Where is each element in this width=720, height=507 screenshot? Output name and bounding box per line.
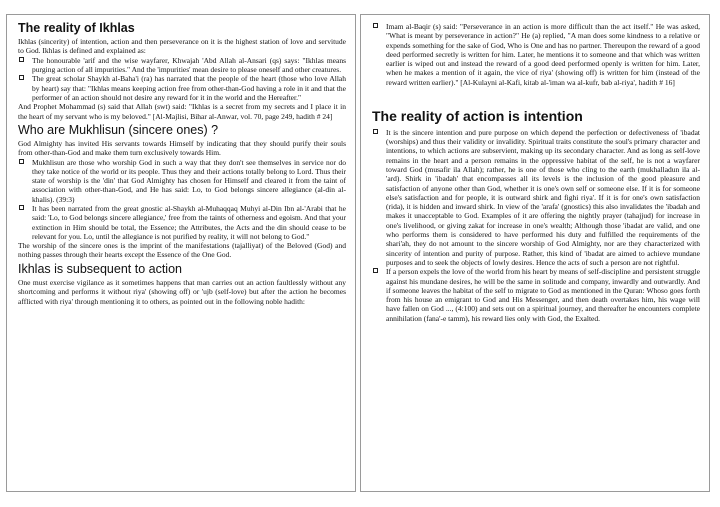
list-item-text: Mukhlisun are those who worship God in such a way that they don't see themselves in service nor do they take notice of the world or its people. Thus they and their actions totally belong to Lord. Thus their state of worship is the 'din' that God Almighty has chosen for Himself and cleared it from the taint of association with other-than-God, and He has said: Lo, to God belongs sincere allegiance (al-din al-khalis). (39:3) xyxy=(32,157,346,204)
list-item-text: The great scholar Shaykh al-Baha'i (ra) has narrated that the people of the heart (those who love Allah by heart) say that: "Ikhlas means keeping action free from other-than-God having a role in it and that the performer of an action should not desire any reward for it in the world and the Hereafter." xyxy=(32,74,346,102)
heading-reality-of-action: The reality of action is intention xyxy=(372,108,583,125)
list-item xyxy=(18,56,346,75)
list-item xyxy=(372,22,700,87)
square-bullet-icon xyxy=(19,159,24,164)
intro-paragraph: Ikhlas (sincerity) of intention, action and then perseverance on it is the highest station of love and servitude to God. Ikhlas is defined and explained as: xyxy=(18,37,346,56)
list-item xyxy=(18,158,346,204)
square-bullet-icon xyxy=(19,75,24,80)
intention-list xyxy=(372,128,700,323)
list-item xyxy=(18,74,346,102)
list-item-text: It is the sincere intention and pure purpose on which depend the perfection or defectiveness of 'ibadat (worships) and thus their validity or invalidity. Spiritual traits constitute the soul's primary character and intentions, to which actions are subservient, making up its secondary character. And as long as self-love remains in the heart and a person remains in the oppressive habitat of the self, he is not a wayfarer toward God (musafir ila Allah); rather, he is one of those who cling to the earth (mukhalladun ila al-'ard). Shirk in 'ibadah' that encompasses all its levels is the inclusion of the good pleasure and satisfaction of anyone other than God, whether it is one's own self or someone else. If it is for someone else's satisfaction and for people, it is outward shirk and fighi riya'. If it is for one's own satisfaction (rida), it is hidden and inward shirk. In view of the 'arafa' (gnostics) this also invalidates the 'ibadah and makes it unacceptable to God. Examples of it are offering the nightly prayer (tahajjud) for increase in one's livelihood, or giving zakat for increase in one's wealth; Although those 'ibadat are valid, and one who performs them is considered to have performed his duty and fulfilled the requirements of the shari'ah, they do not amount to the sincere worship of God Almighty, nor are they characterized with sincerity of intention and purity of purpose. Rather, this kind of 'ibadat are aimed to achieve mundane purposes and to seek the objects of lowly desires. Hence the acts of such a person are not rightful. xyxy=(386,127,700,267)
list-item xyxy=(372,128,700,267)
perseverance-list xyxy=(372,22,700,87)
hadith-paragraph: And Prophet Mohammad (s) said that Allah (swt) said: "Ikhlas is a secret from my secrets and I place it in the heart of my servant who is my beloved." [Al-Majlisi, Bihar al-Anwar, vol. 70, page 249, hadith # 24] xyxy=(18,102,346,121)
list-item-text: Imam al-Baqir (s) said: "Perseverance in an action is more difficult than the act itself." He was asked, "What is meant by perseverance in action?" He (a) replied, "A man does some kindness to a relative or expends something for the sake of God, Who is One and has no partner. Thereupon the reward of a good deed performed secretly is written for him. Later, he mentions it to someone and that which was written earlier is wiped out and instead the reward of a good deed performed openly is written for him. Later, when he makes a mention of it again, the vice of riya' (showing off) is written for him (instead of the reward written earlier)." [Al-Kulayni al-Kafi, kitab al-'iman wa al-kufr, bab al-riya', hadith # 16] xyxy=(386,22,700,87)
square-bullet-icon xyxy=(373,129,378,134)
heading-ikhlas-subsequent: Ikhlas is subsequent to action xyxy=(18,261,182,276)
left-page xyxy=(6,14,356,492)
heading-reality-of-ikhlas: The reality of Ikhlas xyxy=(18,21,135,35)
heading-who-are-mukhlisun: Who are Mukhlisun (sincere ones) ? xyxy=(18,122,219,137)
square-bullet-icon xyxy=(373,23,378,28)
list-item-text: If a person expels the love of the world from his heart by means of self-discipline and persistent struggle against his mundane desires, he will be the same in solitude and company, inwardly and outwardly. And if someone leaves the habitat of the self to migrate to God as mentioned in the Quran: Whoso goes forth from his house an emigrant to God and His Messenger, and then death overtakes him, his wage will have fallen on God ..., (4:100) and sets out on a spiritual journey, and thereafter he encounters complete annihilation (fana'-e tamm), his reward lies only with God, the Exalted. xyxy=(386,267,700,323)
vigilance-paragraph: One must exercise vigilance as it sometimes happens that man carries out an action faultlessly without any shortcoming and performs it without riya' (showing off) or 'ujb (self-love) but after the action he becomes afflicted with riya' through mentioning it to others, as pointed out in the following noble hadith: xyxy=(18,277,346,306)
list-item xyxy=(372,267,700,323)
worship-paragraph: The worship of the sincere ones is the imprint of the manifestations (tajalliyat) of the Beloved (God) and nothing passes through their hearts except the Essence of the One God. xyxy=(18,241,346,260)
square-bullet-icon xyxy=(373,268,378,273)
list-item-text: The honourable 'arif and the wise wayfarer, Khwajah 'Abd Allah al-Ansari (qs) says: "Ikhlas means purging action of all impurities." And the 'impurities' mean desire to please oneself and other creatures. xyxy=(32,55,346,75)
square-bullet-icon xyxy=(19,57,24,62)
list-item-text: It has been narrated from the great gnostic al-Shaykh al-Muhaqqaq Muhyi al-Din Ibn al-'Arabi that he said: 'Lo, to God belongs sincere allegiance,' free from the taints of otherness and egoism. And that your extinction in Him should be total, the Essence; the Attributes, the Acts and the din should cease to be relevant for you. Lo, until the allegiance is not purified by reality, it will not belong to God." xyxy=(32,204,346,241)
mukhlisun-list xyxy=(18,158,346,242)
mukhlisun-intro-paragraph: God Almighty has invited His servants towards Himself by indicating that they should purify their souls from other-than-God and make them turn exclusively towards Him. xyxy=(18,138,346,158)
right-page xyxy=(360,14,710,492)
square-bullet-icon xyxy=(19,205,24,210)
definition-list xyxy=(18,56,346,102)
list-item xyxy=(18,204,346,241)
